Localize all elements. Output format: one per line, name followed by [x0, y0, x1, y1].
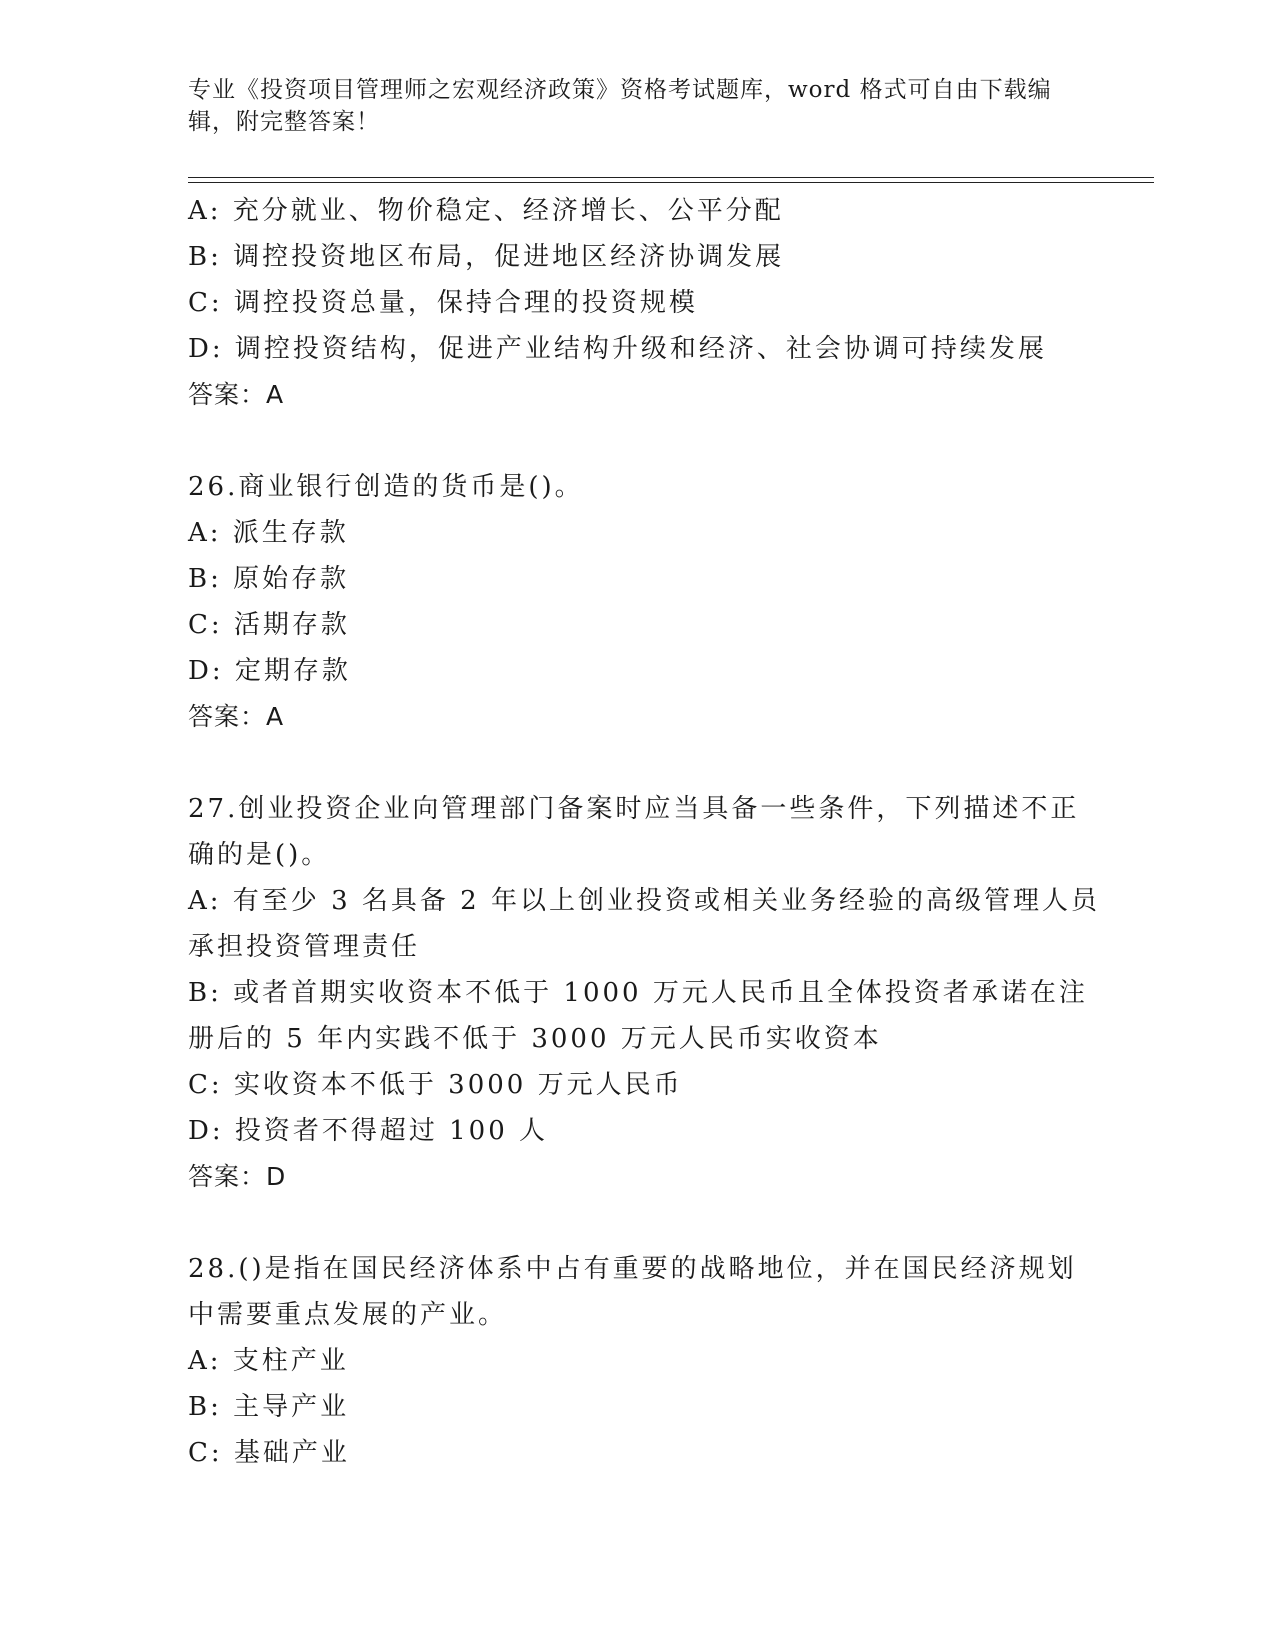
question-27 [188, 786, 1100, 1200]
question-text-line-1: 27.创业投资企业向管理部门备案时应当具备一些条件，下列描述不正 [188, 794, 1080, 824]
option-a: A: 派生存款 [188, 518, 349, 548]
option-d: D: 投资者不得超过 100 人 [188, 1116, 549, 1146]
option-d: D: 定期存款 [188, 656, 351, 686]
question-text-line-1: 28.()是指在国民经济体系中占有重要的战略地位，并在国民经济规划 [188, 1254, 1077, 1284]
question-text-line-2: 中需要重点发展的产业。 [188, 1300, 508, 1330]
header-line-1: 专业《投资项目管理师之宏观经济政策》资格考试题库，word 格式可自由下载编 [188, 77, 1052, 103]
header-line-2: 辑，附完整答案！ [188, 109, 380, 135]
option-b: B: 原始存款 [188, 564, 350, 594]
option-d: D: 调控投资结构，促进产业结构升级和经济、社会协调可持续发展 [188, 334, 1047, 364]
option-b: B: 调控投资地区布局，促进地区经济协调发展 [188, 242, 785, 272]
answer: 答案：A [188, 702, 285, 731]
header-divider-top [188, 177, 1154, 178]
question-text-line-2: 确的是()。 [188, 840, 331, 870]
option-b: B: 主导产业 [188, 1392, 350, 1422]
question-26 [188, 464, 1088, 740]
question-text: 26.商业银行创造的货币是()。 [188, 472, 584, 502]
answer: 答案：A [188, 380, 285, 409]
answer: 答案：D [188, 1162, 287, 1191]
option-b-line-2: 册后的 5 年内实践不低于 3000 万元人民币实收资本 [188, 1024, 882, 1054]
option-a-line-1: A: 有至少 3 名具备 2 年以上创业投资或相关业务经验的高级管理人员 [188, 886, 1100, 916]
option-a-line-2: 承担投资管理责任 [188, 932, 421, 962]
document-body [188, 188, 1100, 1476]
option-a: A: 充分就业、物价稳定、经济增长、公平分配 [188, 196, 784, 226]
option-b-line-1: B: 或者首期实收资本不低于 1000 万元人民币且全体投资者承诺在注 [188, 978, 1088, 1008]
document-header [188, 74, 1088, 138]
header-divider-bottom [188, 182, 1154, 183]
question-28 [188, 1246, 1088, 1476]
option-c: C: 基础产业 [188, 1438, 350, 1468]
question-25 [188, 188, 1088, 418]
option-c: C: 调控投资总量，保持合理的投资规模 [188, 288, 698, 318]
option-c: C: 活期存款 [188, 610, 350, 640]
option-c: C: 实收资本不低于 3000 万元人民币 [188, 1070, 683, 1100]
option-a: A: 支柱产业 [188, 1346, 349, 1376]
